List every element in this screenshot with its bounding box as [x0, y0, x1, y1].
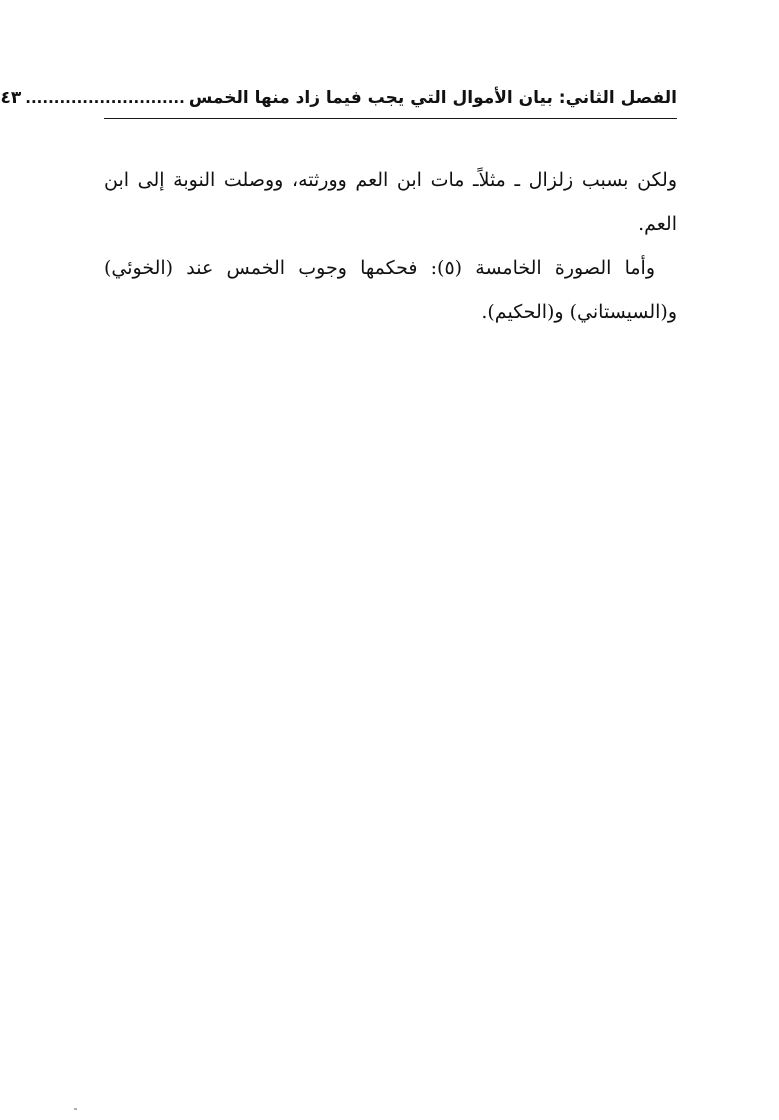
running-header: [0, 88, 677, 119]
paragraph-1: ولكن بسبب زلزال ـ مثلاًـ مات ابن العم وورثته، ووصلت النوبة إلى ابن العم.: [104, 169, 677, 235]
chapter-title: الفصل الثاني: بيان الأموال التي يجب فيما زاد منها الخمس: [188, 88, 677, 108]
header-leader-dots: ............................: [25, 89, 185, 107]
page-number: ٤٣: [0, 88, 22, 108]
scan-speck: [74, 1108, 77, 1110]
paragraph-2: وأما الصورة الخامسة (٥): فحكمها وجوب الخمس عند (الخوئي) و(السيستاني) و(الحكيم).: [104, 257, 677, 323]
page-body: [104, 158, 677, 334]
